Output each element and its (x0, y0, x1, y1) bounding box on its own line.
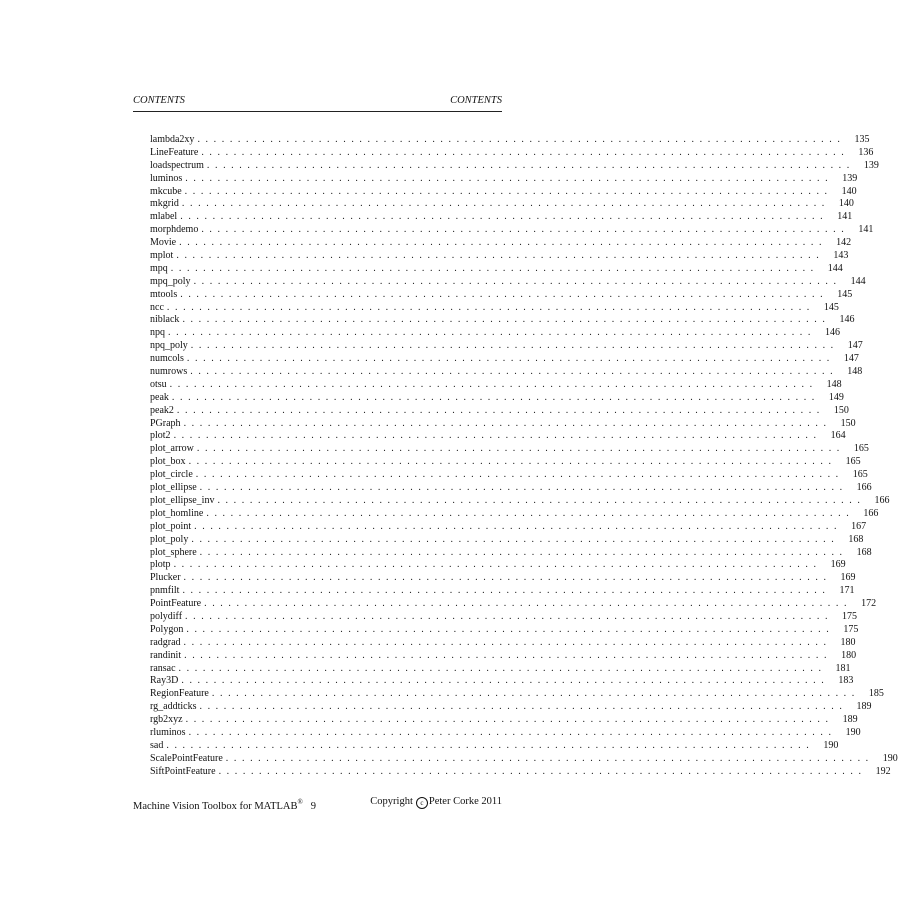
toc-entry-page: 144 (827, 262, 843, 274)
registered-mark: ® (297, 798, 303, 806)
toc-entry-page: 169 (830, 559, 846, 571)
toc-leader-dots: ................................................................................ (199, 546, 848, 558)
toc-entry[interactable] (150, 559, 846, 572)
toc-entry-page: 136 (858, 146, 874, 158)
toc-entry-name: rg_addticks (150, 701, 197, 713)
toc-leader-dots: ................................................................................ (188, 726, 837, 738)
toc-entry[interactable] (150, 675, 854, 688)
toc-entry[interactable] (150, 353, 859, 366)
toc-entry[interactable] (150, 610, 858, 624)
toc-leader-dots: ................................................................................ (186, 623, 835, 635)
toc-entry-name: otsu (150, 378, 167, 390)
toc-leader-dots: ................................................................................ (185, 610, 834, 622)
header-right: CONTENTS (450, 95, 502, 106)
toc-entry-page: 135 (854, 134, 870, 145)
toc-entry-name: sad (150, 739, 164, 751)
toc-leader-dots: ................................................................................ (183, 417, 832, 429)
toc-entry[interactable] (150, 185, 857, 199)
toc-entry-name: morphdemo (150, 224, 199, 236)
toc-leader-dots: ................................................................................ (176, 250, 825, 262)
toc-entry-page: 147 (847, 340, 863, 352)
toc-entry[interactable] (150, 391, 844, 405)
toc-leader-dots: ................................................................................ (181, 198, 830, 210)
toc-entry-page: 147 (843, 353, 859, 365)
toc-entry-page: 145 (823, 301, 839, 313)
toc-entry[interactable] (150, 288, 853, 302)
toc-entry[interactable] (150, 726, 861, 740)
toc-entry-name: randinit (150, 649, 182, 661)
toc-entry-page: 140 (838, 198, 854, 210)
toc-entry[interactable] (150, 714, 858, 727)
toc-leader-dots: ................................................................................ (217, 494, 866, 506)
toc-entry-name: PointFeature (150, 598, 202, 610)
toc-entry[interactable] (150, 765, 891, 779)
toc-entry-name: mplot (150, 250, 174, 262)
toc-entry-page: 172 (861, 598, 877, 610)
copyright-label: Copyright (370, 796, 413, 807)
toc-entry-name: mpq_poly (150, 275, 191, 287)
toc-entry-name: plot_sphere (150, 546, 197, 558)
toc-entry-page: 189 (856, 701, 872, 713)
toc-entry-name: plot_ellipse_inv (150, 494, 215, 506)
toc-entry-name: lambda2xy (150, 134, 195, 145)
toc-leader-dots: ................................................................................ (183, 636, 832, 648)
toc-entry-page: 180 (840, 636, 856, 648)
toc-entry-page: 165 (853, 443, 869, 455)
toc-entry-name: radgrad (150, 636, 181, 648)
toc-leader-dots: ................................................................................ (211, 688, 860, 700)
table-of-contents (150, 134, 898, 779)
toc-entry[interactable] (150, 623, 859, 637)
toc-entry[interactable] (150, 456, 861, 469)
toc-entry[interactable] (150, 701, 872, 714)
toc-leader-dots: ................................................................................ (199, 701, 848, 713)
toc-leader-dots: ................................................................................ (168, 327, 816, 339)
toc-leader-dots: ................................................................................ (195, 469, 844, 481)
header-left: CONTENTS (133, 95, 185, 106)
toc-entry-page: 190 (882, 752, 898, 764)
header-rule (133, 111, 502, 112)
toc-entry-name: mtools (150, 288, 178, 300)
toc-entry-page: 166 (856, 482, 872, 494)
toc-entry-name: plot_poly (150, 533, 189, 545)
toc-entry-name: polydiff (150, 610, 183, 622)
toc-entry-name: SiftPointFeature (150, 765, 216, 777)
toc-entry-page: 142 (836, 237, 852, 249)
toc-entry-page: 166 (874, 494, 890, 506)
toc-entry[interactable] (150, 430, 846, 443)
toc-entry-name: Ray3D (150, 675, 179, 687)
toc-entry[interactable] (150, 598, 877, 611)
toc-entry[interactable] (150, 327, 840, 340)
toc-entry-name: plot_point (150, 520, 192, 532)
toc-entry[interactable] (150, 134, 870, 147)
toc-leader-dots: ................................................................................ (169, 378, 818, 390)
toc-entry[interactable] (150, 636, 856, 650)
toc-entry-name: ScalePointFeature (150, 752, 223, 764)
toc-entry-name: Plucker (150, 572, 181, 584)
toc-entry[interactable] (150, 520, 867, 534)
toc-entry-page: 181 (835, 662, 851, 674)
toc-entry-name: plot_homline (150, 507, 204, 519)
toc-entry-name: plotp (150, 559, 171, 571)
toc-entry[interactable] (150, 649, 857, 663)
toc-entry[interactable] (150, 172, 858, 186)
toc-entry[interactable] (150, 585, 855, 598)
toc-leader-dots: ................................................................................ (178, 662, 827, 674)
toc-leader-dots: ................................................................................ (176, 404, 825, 416)
toc-entry-name: Polygon (150, 623, 184, 635)
toc-entry[interactable] (150, 507, 879, 521)
toc-entry[interactable] (150, 443, 869, 456)
toc-entry-page: 183 (838, 675, 854, 687)
toc-leader-dots: ................................................................................ (204, 598, 853, 610)
toc-entry[interactable] (150, 739, 839, 753)
toc-entry-page: 168 (848, 533, 864, 545)
toc-entry-name: pnmfilt (150, 585, 180, 597)
toc-leader-dots: ................................................................................ (186, 353, 835, 365)
toc-leader-dots: ................................................................................ (191, 533, 840, 545)
toc-entry[interactable] (150, 159, 879, 173)
toc-entry-name: numcols (150, 353, 184, 365)
toc-leader-dots: ................................................................................ (166, 739, 815, 751)
toc-leader-dots: ................................................................................ (188, 456, 837, 468)
toc-leader-dots: ................................................................................ (173, 430, 822, 442)
toc-entry[interactable] (150, 752, 898, 766)
toc-entry[interactable] (150, 469, 868, 482)
footer-book-title (133, 794, 316, 815)
toc-leader-dots: ................................................................................ (194, 520, 843, 532)
toc-entry-name: Movie (150, 237, 177, 249)
toc-entry-page: 140 (841, 185, 857, 197)
toc-entry-page: 165 (845, 456, 861, 468)
toc-entry[interactable] (150, 250, 849, 263)
toc-entry[interactable] (150, 572, 856, 585)
toc-entry-page: 150 (840, 417, 856, 429)
toc-entry-page: 180 (841, 649, 857, 661)
toc-leader-dots: ................................................................................ (193, 275, 842, 287)
toc-entry[interactable] (150, 211, 853, 224)
toc-entry-name: plot_box (150, 456, 186, 468)
toc-entry[interactable] (150, 262, 843, 276)
toc-entry[interactable] (150, 404, 849, 418)
toc-entry[interactable] (150, 662, 851, 676)
toc-entry-name: plot_circle (150, 469, 193, 481)
toc-leader-dots: ................................................................................ (170, 262, 819, 274)
toc-entry-name: LineFeature (150, 146, 199, 158)
toc-leader-dots: ................................................................................ (183, 572, 832, 584)
toc-entry-name: mkgrid (150, 198, 179, 210)
toc-entry-page: 169 (840, 572, 856, 584)
toc-entry-page: 148 (826, 378, 842, 390)
toc-leader-dots: ................................................................................ (199, 482, 848, 494)
toc-entry[interactable] (150, 146, 874, 160)
toc-entry-name: npq_poly (150, 340, 188, 352)
toc-leader-dots: ................................................................................ (173, 559, 822, 571)
toc-leader-dots: ................................................................................ (190, 366, 839, 378)
toc-entry-page: 144 (850, 275, 866, 287)
toc-entry-page: 141 (837, 211, 853, 223)
toc-leader-dots: ................................................................................ (197, 134, 846, 145)
toc-entry-name: RegionFeature (150, 688, 209, 700)
running-header (133, 94, 502, 108)
toc-leader-dots: ................................................................................ (182, 585, 831, 597)
toc-entry-page: 185 (868, 688, 884, 700)
toc-entry[interactable] (150, 224, 874, 237)
toc-entry-page: 150 (833, 404, 849, 416)
toc-entry-page: 146 (825, 327, 840, 339)
toc-leader-dots: ................................................................................ (190, 340, 839, 352)
toc-entry-page: 143 (833, 250, 849, 262)
toc-entry-name: loadspectrum (150, 159, 204, 171)
toc-leader-dots: ................................................................................ (206, 159, 855, 171)
toc-entry[interactable] (150, 366, 863, 379)
toc-entry[interactable] (150, 301, 839, 315)
toc-entry-name: npq (150, 327, 165, 339)
toc-entry-name: ncc (150, 301, 164, 313)
toc-leader-dots: ................................................................................ (201, 146, 850, 158)
toc-entry-name: mkcube (150, 185, 182, 197)
toc-leader-dots: ................................................................................ (225, 752, 874, 764)
toc-entry-page: 175 (843, 623, 859, 635)
toc-entry-name: plot2 (150, 430, 171, 442)
footer-copyright (370, 794, 502, 810)
toc-leader-dots: ................................................................................ (181, 675, 830, 687)
toc-entry-name: rgb2xyz (150, 714, 183, 726)
toc-leader-dots: ................................................................................ (184, 185, 833, 197)
toc-leader-dots: ................................................................................ (179, 237, 828, 249)
toc-entry-page: 171 (839, 585, 855, 597)
toc-entry-page: 164 (830, 430, 846, 442)
toc-leader-dots: ................................................................................ (196, 443, 845, 455)
toc-leader-dots: ................................................................................ (185, 714, 834, 726)
toc-entry-page: 139 (842, 172, 858, 184)
toc-entry[interactable] (150, 378, 842, 392)
toc-leader-dots: ................................................................................ (171, 391, 820, 403)
toc-leader-dots: ................................................................................ (201, 224, 850, 236)
book-title: Machine Vision Toolbox for MATLAB (133, 801, 298, 812)
toc-entry[interactable] (150, 482, 872, 495)
toc-leader-dots: ................................................................................ (166, 301, 815, 313)
toc-leader-dots: ................................................................................ (184, 649, 833, 661)
toc-entry-page: 149 (828, 391, 844, 403)
toc-entry-page: 189 (842, 714, 858, 726)
toc-entry[interactable] (150, 688, 884, 701)
toc-entry-name: peak2 (150, 404, 174, 416)
toc-entry-name: mlabel (150, 211, 178, 223)
toc-entry-page: 165 (852, 469, 868, 481)
copyright-icon: c (416, 797, 428, 809)
toc-entry-name: rluminos (150, 726, 186, 738)
toc-entry-page: 190 (823, 739, 839, 751)
toc-leader-dots: ................................................................................ (206, 507, 855, 519)
toc-entry[interactable] (150, 275, 866, 289)
toc-entry-page: 190 (845, 726, 861, 738)
toc-entry[interactable] (150, 314, 855, 327)
toc-entry-name: plot_arrow (150, 443, 194, 455)
toc-entry-name: luminos (150, 172, 183, 184)
toc-entry-name: PGraph (150, 417, 181, 429)
toc-entry-page: 145 (837, 288, 853, 300)
toc-entry[interactable] (150, 340, 863, 353)
toc-entry-page: 175 (842, 610, 858, 622)
toc-entry[interactable] (150, 237, 852, 250)
toc-entry-page: 167 (851, 520, 867, 532)
toc-entry-name: numrows (150, 366, 188, 378)
toc-entry-page: 148 (847, 366, 863, 378)
toc-leader-dots: ................................................................................ (185, 172, 834, 184)
toc-entry[interactable] (150, 494, 890, 508)
copyright-holder: Peter Corke 2011 (428, 796, 502, 807)
toc-entry-name: peak (150, 391, 169, 403)
page-number: 9 (310, 801, 316, 812)
toc-entry-name: ransac (150, 662, 176, 674)
toc-leader-dots: ................................................................................ (180, 288, 829, 300)
toc-entry[interactable] (150, 546, 872, 560)
toc-leader-dots: ................................................................................ (180, 211, 829, 223)
toc-entry[interactable] (150, 533, 864, 547)
toc-entry-name: mpq (150, 262, 168, 274)
toc-entry-page: 141 (858, 224, 874, 236)
toc-entry-name: plot_ellipse (150, 482, 197, 494)
toc-entry-page: 166 (863, 507, 879, 519)
toc-entry[interactable] (150, 198, 854, 211)
toc-entry-name: niblack (150, 314, 180, 326)
toc-entry-page: 139 (863, 159, 879, 171)
toc-entry-page: 168 (856, 546, 872, 558)
toc-entry-page: 192 (875, 765, 891, 777)
toc-entry-page: 146 (839, 314, 855, 326)
toc-leader-dots: ................................................................................ (218, 765, 867, 777)
toc-leader-dots: ................................................................................ (182, 314, 831, 326)
toc-entry[interactable] (150, 417, 856, 431)
